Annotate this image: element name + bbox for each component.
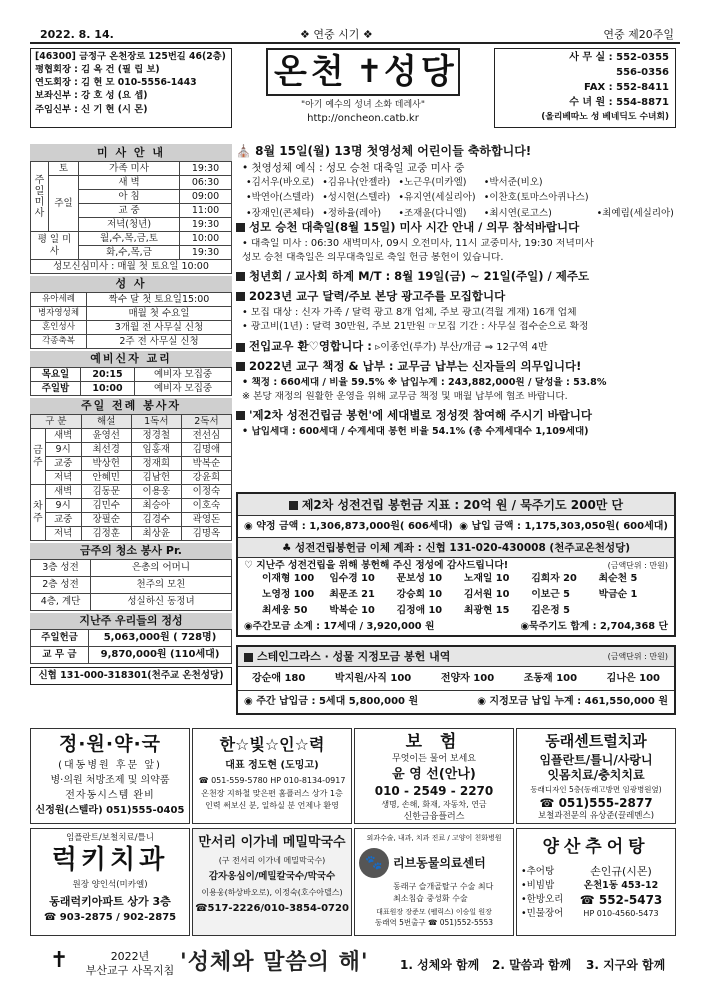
donor-entry: 박복순 10 bbox=[329, 605, 375, 616]
glass-title: 스테인그라스 · 성물 지정모금 봉헌 내역 bbox=[257, 650, 451, 663]
mass-table: 주일미사 토 가족 미사 19:30 주일 새 벽 06:30 아 침 09:00 교 중 11:00 저녁(청년) 19:30 평 일 미 사 월,수,목,금,토 10:00 화,수,목,금 19:30 성모신심미사 : 매월 첫 토요일 10:00 bbox=[30, 161, 232, 274]
cleaning-table: 3층 성전 은총의 어머니 2층 성전 천주의 모친 4층, 계단 성실하신 동정녀 bbox=[30, 559, 232, 611]
assistant-priest: 보좌신부 : 강 호 성 (요 셉) bbox=[35, 90, 148, 102]
news-building-fund: '제2차 성전건립금 봉헌'에 세대별로 정성껏 참여해 주시기 바랍니다 bbox=[236, 409, 676, 426]
donor-entry: 이보근 5 bbox=[531, 589, 570, 600]
communion-kids: •김서우(바오로) •김유나(안젤라) •노근우(미카엘) •박서준(비오) •박연아(스텔라) •성시현(스텔라) •유지연(세실리아) •이찬호(토마스아퀴나스) •장재인(콘체타) •정하율(레아) •조재윤(다니엘) •최시연(로고스) •최예림(세실리아) bbox=[246, 177, 674, 219]
bell-icon: ⛪ bbox=[236, 144, 256, 158]
sacrament-table: 유아세례 짝수 달 첫 토요일15:00 병자영성체 매월 첫 수요일 혼인성사 3개월 전 사무실 신청 각종축복 2주 전 사무실 신청 bbox=[30, 292, 232, 349]
building-pledge: ◉ 약정 금액 : 1,306,873,000원( 606세대) bbox=[244, 521, 453, 532]
donor-entry: 노영정 100 bbox=[262, 589, 315, 600]
weekday-mass-label: 평 일 미 사 bbox=[31, 232, 79, 260]
mass-title: 미 사 안 내 bbox=[30, 144, 232, 161]
club-icon: ♣ bbox=[281, 542, 296, 554]
donor-entry: 김은정 5 bbox=[531, 605, 570, 616]
donor-entry: 문보성 10 bbox=[396, 573, 443, 584]
news-church-due: 2022년 교구 책정 & 납부 : 교무금 납부는 신자들의 의무입니다! bbox=[236, 360, 676, 377]
pastor: 주임신부 : 신 기 현 (시 몬) bbox=[35, 103, 148, 115]
donor-entry: 임수경 10 bbox=[329, 573, 375, 584]
servers-title: 주일 전례 봉사자 bbox=[30, 398, 232, 414]
building-paid: ◉ 납입 금액 : 1,175,303,050원( 600세대) bbox=[459, 521, 668, 532]
parish-motto: "아기 예수의 성녀 소화 데레사" bbox=[300, 100, 426, 110]
donor-entry: 최세웅 50 bbox=[262, 605, 308, 616]
footer-org: 부산교구 사목지침 bbox=[85, 964, 175, 977]
liturgical-season: ❖ 연중 시기 ❖ bbox=[300, 28, 373, 41]
youth-president: 연도회장 : 김 현 모 010-5556-1443 bbox=[35, 77, 197, 89]
catechumen-table: 목요일 20:15 예비자 모집중 주일밤 10:00 예비자 모집중 bbox=[30, 367, 232, 396]
parish-url[interactable]: http://oncheon.catb.kr bbox=[307, 113, 419, 124]
stained-glass-box bbox=[236, 645, 676, 715]
donor-entry bbox=[599, 605, 666, 619]
liturgical-week: 연중 제20주일 bbox=[603, 28, 674, 41]
glass-weekly: ◉ 주간 납입금 : 5세대 5,800,000 원 bbox=[244, 696, 419, 707]
cleaning-title: 금주의 청소 봉사 Pr. bbox=[30, 543, 232, 559]
news-column: ⛪ 8월 15일(월) 13명 첫영성체 어린이들 축하합니다! • 첫영성체 예식 : 성모 승천 대축일 교중 미사 중 •김서우(바오로) •김유나(안젤라) •노근우(미카엘) •박서준(비오) •박연아(스텔라) •성시현(스텔라) •유지연(세실리아) •이찬호(토마스아퀴나스) •장재인(콘체타) •정하율(레아) •조재윤(다니엘) •최시연(로고스) •최예림(세실리아) 성모 승천 대축일(8월 15일) 미사 시간 안내 / 의무 참석바랍니다 • 대축일 미사 : 06:30 새벽미사, 09시 오전미사, 11시 교중미사, 19:30 저녁미사 성모 승천 대축일은 의무대축일로 축일 헌금 봉헌이 있습니다. 청년회 / 교사회 하계 M/T : 8월 19일(금) ~ 21일(주일) / 제주도 2023년 교구 달력/주보 본당 광고주를 모집합니다 • 모집 대상 : 신자 가족 / 달력 광고 8개 업체, 주보 광고(격월 게재) 16개 업체 • 광고비(1년) : 달력 30만원, 주보 21만원 ☞모집 기간 : 사무실 접수순으로 확정 전입교우 환♡영합니다 : ▹이종언(루가) 부산/개금 ⇒ 12구역 4반 2022년 교구 책정 & 납부 : 교무금 납부는 신자들의 의무입니다! • 책정 : 660세대 / 비율 59.5% ※ 납입누계 : 243,882,000원 / 달성율 : 53.8% ※ 본당 재정의 원활한 운영을 위해 교무금 책정 및 매월 납부에 협조 바랍니다. '제2차 성전건립금 봉헌'에 세대별로 정성껏 참여해 주시기 바랍니다 • 납입세대 : 600세대 / 수계세대 봉헌 비율 54.1% (총 수계세대수 1,109세대) bbox=[236, 144, 676, 440]
devotion-mass: 성모신심미사 : 매월 첫 토요일 10:00 bbox=[31, 260, 232, 274]
sunday-mass-label: 주일미사 bbox=[31, 162, 49, 232]
donor-entry: 박금순 1 bbox=[598, 589, 638, 600]
left-column bbox=[30, 144, 232, 685]
catechumen-title: 예비신자 교리 bbox=[30, 351, 232, 367]
cross-icon: ✝ bbox=[356, 52, 383, 90]
ad-lucky-dental: 임플란트/보철치료/틀니 럭키치과 원장 양인석(미카엘) 동래럭키아파트 상가 3층 ☎ 903-2875 / 902-2875 bbox=[30, 828, 190, 936]
glass-totals bbox=[238, 691, 674, 713]
ad-labor: 한☆빛☆인☆력 대표 정도현 (도밍고) ☎ 051-559-5780 HP 010-8134-0917 온천장 지하철 맞은편 홈플러스 상가 1층 인력 써보신 분, 일하실 분 언제나 환영 bbox=[192, 728, 352, 824]
ad-dental-central: 동래센트럴치과 임플란트/틀니/사랑니 잇몸치료/충치치료 동래디자인 5층(동래고방면 임광병원옆) ☎ 051)555-2877 보철과전문의 유상준(끌레멘스) bbox=[516, 728, 676, 824]
glass-total: ◉ 지정모금 납입 누계 : 461,550,000 원 bbox=[477, 696, 668, 707]
building-donors bbox=[238, 573, 674, 619]
glass-donors: 강순애 180 박지원/사직 100 전양자 100 조동재 100 김나은 100 bbox=[238, 667, 674, 691]
parish-logo bbox=[234, 48, 492, 128]
heart-icon: ♡ bbox=[244, 560, 257, 571]
donor-entry: 김서원 10 bbox=[464, 589, 510, 600]
sacrament-title: 성 사 bbox=[30, 276, 232, 292]
convent-name: (올리베따노 성 베네딕도 수녀회) bbox=[541, 112, 669, 122]
building-unit: (금액단위 : 만원) bbox=[607, 561, 668, 570]
building-rosary: ◉묵주기도 합계 : 2,704,368 단 bbox=[520, 621, 668, 632]
footer-point-1: 1. 성체와 함께 bbox=[400, 958, 480, 972]
footer-year: 2022년 bbox=[110, 950, 150, 963]
donor-entry: 최순천 5 bbox=[598, 573, 638, 584]
office-phone: 사 무 실 : 552-0355 bbox=[569, 52, 669, 63]
parish-contacts bbox=[494, 48, 676, 128]
news-assumption: 성모 승천 대축일(8월 15일) 미사 시간 안내 / 의무 참석바랍니다 bbox=[236, 221, 676, 238]
building-amounts bbox=[238, 516, 674, 538]
donor-entry: 강승희 10 bbox=[396, 589, 443, 600]
footer-point-2: 2. 말씀과 함께 bbox=[492, 958, 572, 972]
offering-account: 신협 131-000-318301(천주교 온천성당) bbox=[30, 667, 232, 685]
ad-insurance: 보 험 무엇이든 물어 보세요 윤 영 선(안나) 010 - 2549 - 2270 생명, 손해, 화재, 자동차, 연금 신한금융플러스 bbox=[354, 728, 514, 824]
paw-icon: 🐾 bbox=[359, 848, 389, 878]
glass-header bbox=[238, 647, 674, 667]
parish-address: [46300] 금정구 온천장로 125번길 46(2층) bbox=[35, 51, 226, 62]
ad-noodle: 만서리 이가네 메밀막국수 (구 전서리 이가네 메밀막국수) 감자옹심이/메밀칼국수/막국수 이용웅(하상바오로), 이정숙(호수아델스) ☎517-2226/010-3854-0720 bbox=[192, 828, 352, 936]
news-welcome: 전입교우 환♡영합니다 : ▹이종언(루가) 부산/개금 ⇒ 12구역 4반 bbox=[236, 340, 676, 360]
donor-entry: 김희자 20 bbox=[531, 573, 577, 584]
glass-unit: (금액단위 : 만원) bbox=[607, 652, 668, 661]
issue-date: 2022. 8. 14. bbox=[40, 28, 114, 41]
building-fund-box bbox=[236, 492, 676, 637]
footer-banner bbox=[30, 944, 680, 988]
footer-slogan: '성체와 말씀의 해' bbox=[180, 950, 369, 975]
top-strip bbox=[30, 24, 680, 44]
servers-table: 구 분 해설 1독서 2독서 금주 새벽 윤영선 정경철 전선심 9시 최선경 임홍재 김명애 교중 박상헌 정재희 박복순 저녁 안혜민 김남헌 강윤희 차주 새벽 김동문 이용웅 이정숙 9시 김민수 최승아 이호숙 교중 장필순 김경수 곽영돈 저녁 김정훈 최상윤 김명옥 bbox=[30, 414, 232, 541]
parish-info bbox=[30, 48, 232, 128]
building-thanks-row bbox=[238, 558, 674, 573]
ad-chueotang: 양산추어탕 •추어탕 •비빔밥 •한방오리 •민물장어 손인규(시몬) 온천1동 453-12 ☎ 552-5473 HP 010-4560-5473 bbox=[516, 828, 676, 936]
convent-phone: 수 녀 원 : 554-8871 bbox=[569, 97, 669, 108]
ad-animal-hospital: 외과수술, 내과, 치과 진료 / 고양이 친화병원 🐾 리브동물의료센터 동래구 슬개골탈구 수술 최다 최소침습 중성화 수술 대표원장 장준모 (펠릭스) 이승일 원장 동래역 5번출구 ☎ 051)552-5553 bbox=[354, 828, 514, 936]
building-thanks: ♡ 지난주 성전건립을 위해 봉헌해 주신 정성에 감사드립니다! bbox=[244, 560, 509, 571]
building-weekly: ◉주간모금 소계 : 17세대 / 3,920,000 원 bbox=[244, 621, 435, 632]
offering-title: 지난주 우리들의 정성 bbox=[30, 613, 232, 629]
office-phone-2: 556-0356 bbox=[616, 67, 669, 78]
offering-table: 주일헌금 5,063,000원 ( 728명) 교 무 금 9,870,000원 (110세대) bbox=[30, 629, 232, 664]
donor-entry: 김정애 10 bbox=[396, 605, 443, 616]
news-youth-mt: 청년회 / 교사회 하계 M/T : 8월 19일(금) ~ 21일(주일) / 제주도 bbox=[236, 270, 676, 290]
logo-name-right: 성당 bbox=[384, 52, 458, 92]
building-totals bbox=[238, 619, 674, 635]
donor-entry: 노재일 10 bbox=[464, 573, 510, 584]
donor-entry: 최광현 15 bbox=[464, 605, 510, 616]
diocese-logo-icon: ✝ bbox=[50, 948, 69, 973]
footer-point-3: 3. 지구와 함께 bbox=[586, 958, 666, 972]
fax-number: FAX : 552-8411 bbox=[584, 82, 669, 93]
donor-entry: 이재형 100 bbox=[262, 573, 315, 584]
building-account: ♣ 성전건립봉헌금 이체 계좌 : 신협 131-020-430008 (천주교온천성당) bbox=[238, 538, 674, 558]
donor-entry: 최문조 21 bbox=[329, 589, 375, 600]
news-calendar-ads: 2023년 교구 달력/주보 본당 광고주를 모집합니다 bbox=[236, 290, 676, 307]
logo-name-left: 온천 bbox=[274, 52, 348, 92]
council-president: 평협회장 : 김 옥 건 (필 립 보) bbox=[35, 64, 160, 76]
building-goal: 제2차 성전건립 봉헌금 지표 : 20억 원 / 묵주기도 200만 단 bbox=[238, 494, 674, 516]
ad-pharmacy: 정·원·약·국 (대동병원 후문 앞) 병·의원 처방조제 및 의약품 전자동시스템 완비 신정원(스텔라) 051)555-0405 bbox=[30, 728, 190, 824]
news-first-communion: ⛪ 8월 15일(월) 13명 첫영성체 어린이들 축하합니다! bbox=[236, 144, 532, 158]
